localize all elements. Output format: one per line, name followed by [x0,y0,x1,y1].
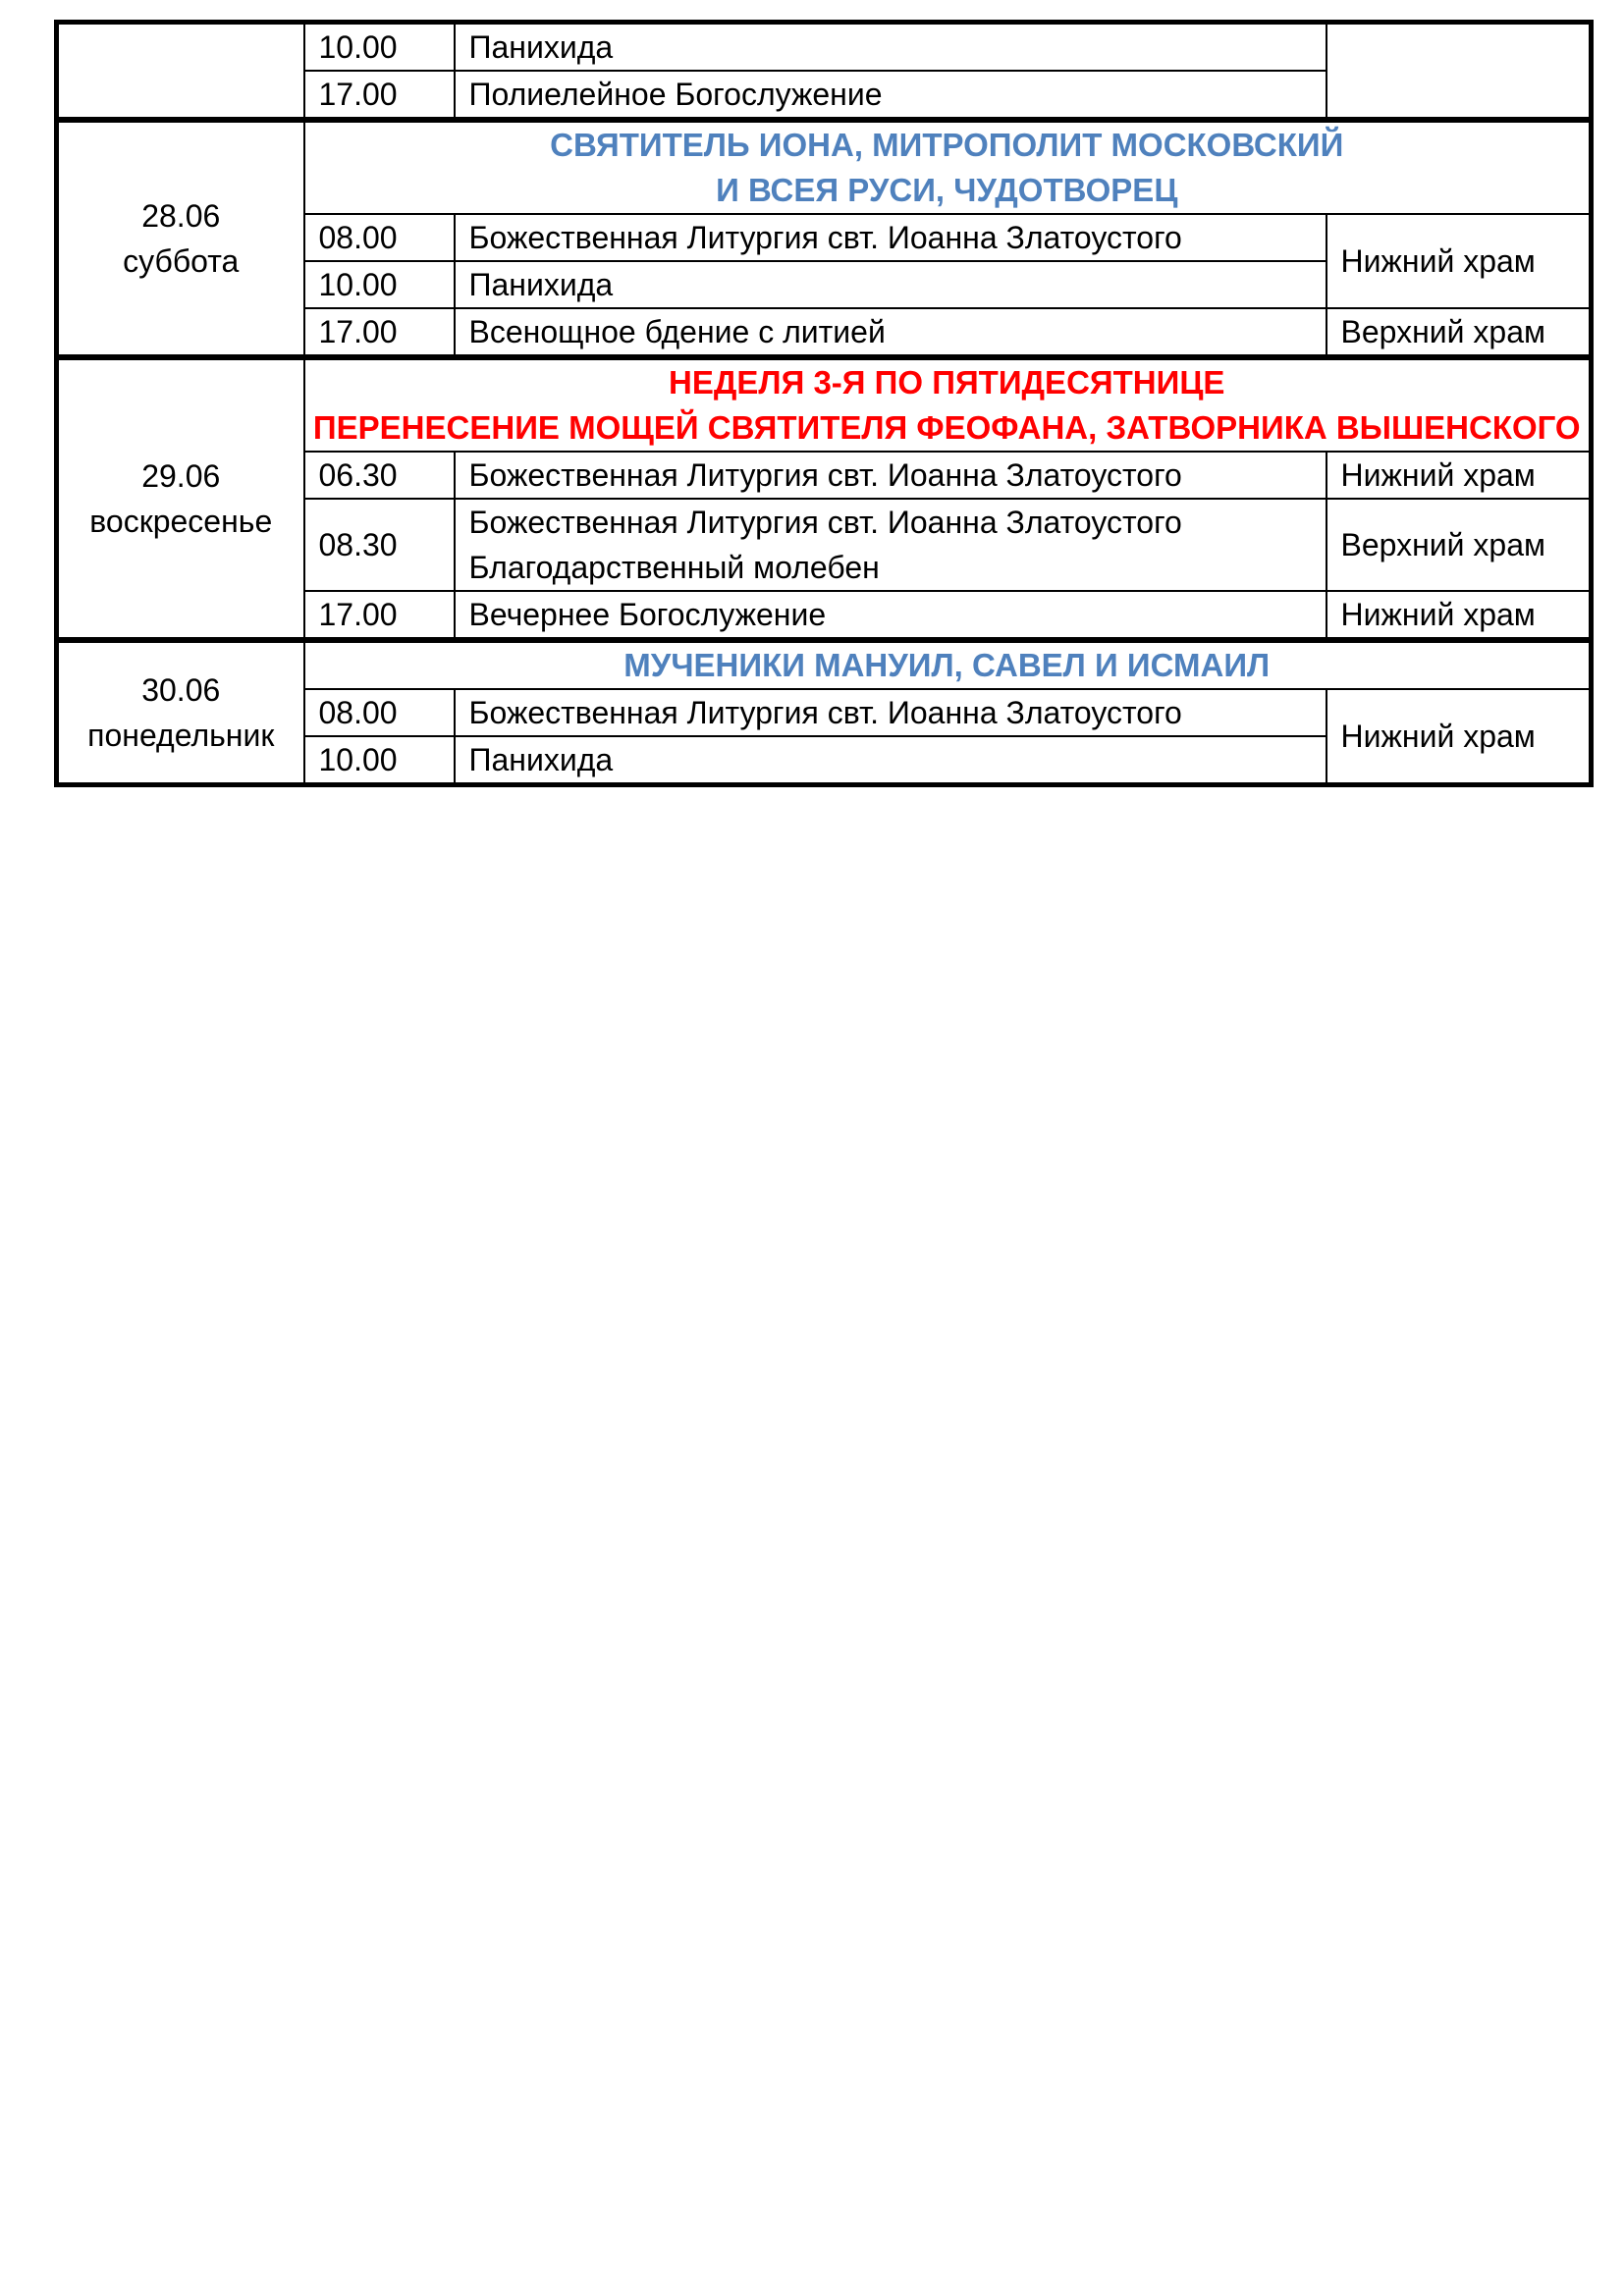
service-cell: Божественная Литургия свт. Иоанна Златоустого Благодарственный молебен [455,499,1326,591]
place-cell: Верхний храм [1326,499,1592,591]
service-cell: Божественная Литургия свт. Иоанна Златоустого [455,689,1326,736]
feast-title: СВЯТИТЕЛЬ ИОНА, МИТРОПОЛИТ МОСКОВСКИЙ И ВСЕЯ РУСИ, ЧУДОТВОРЕЦ [304,120,1592,214]
date: 30.06 [141,672,221,708]
feast-title: НЕДЕЛЯ 3-Я ПО ПЯТИДЕСЯТНИЦЕ ПЕРЕНЕСЕНИЕ МОЩЕЙ СВЯТИТЕЛЯ ФЕОФАНА, ЗАТВОРНИКА ВЫШЕНСКОГО [304,357,1592,452]
date-cell [57,640,304,785]
time-cell: 10.00 [304,736,455,785]
time-cell: 08.30 [304,499,455,591]
place-cell: Нижний храм [1326,591,1592,640]
date-cell [57,357,304,640]
place-cell: Верхний храм [1326,308,1592,357]
date-cell [57,120,304,357]
weekday: воскресенье [89,504,273,539]
service-cell: Полиелейное Богослужение [455,71,1326,120]
service-cell: Божественная Литургия свт. Иоанна Златоустого [455,452,1326,499]
time-cell: 08.00 [304,214,455,261]
place-cell: Нижний храм [1326,452,1592,499]
service-cell: Всенощное бдение с литией [455,308,1326,357]
time-cell: 08.00 [304,689,455,736]
weekday: понедельник [87,718,275,753]
schedule-table [54,20,1594,787]
place-cell [1326,23,1592,121]
time-cell: 06.30 [304,452,455,499]
time-cell: 10.00 [304,23,455,72]
table-row [57,640,1592,689]
service-cell: Божественная Литургия свт. Иоанна Златоустого [455,214,1326,261]
service-cell: Панихида [455,23,1326,72]
service-cell: Панихида [455,736,1326,785]
table-row [57,23,1592,72]
time-cell: 17.00 [304,591,455,640]
service-cell: Вечернее Богослужение [455,591,1326,640]
table-row [57,120,1592,214]
service-cell: Панихида [455,261,1326,308]
date-cell [57,23,304,121]
time-cell: 17.00 [304,308,455,357]
table-row [57,357,1592,452]
weekday: суббота [123,243,240,279]
time-cell: 17.00 [304,71,455,120]
place-cell: Нижний храм [1326,214,1592,308]
date: 29.06 [141,458,221,494]
date: 28.06 [141,198,221,234]
place-cell: Нижний храм [1326,689,1592,785]
time-cell: 10.00 [304,261,455,308]
feast-title: МУЧЕНИКИ МАНУИЛ, САВЕЛ И ИСМАИЛ [304,640,1592,689]
